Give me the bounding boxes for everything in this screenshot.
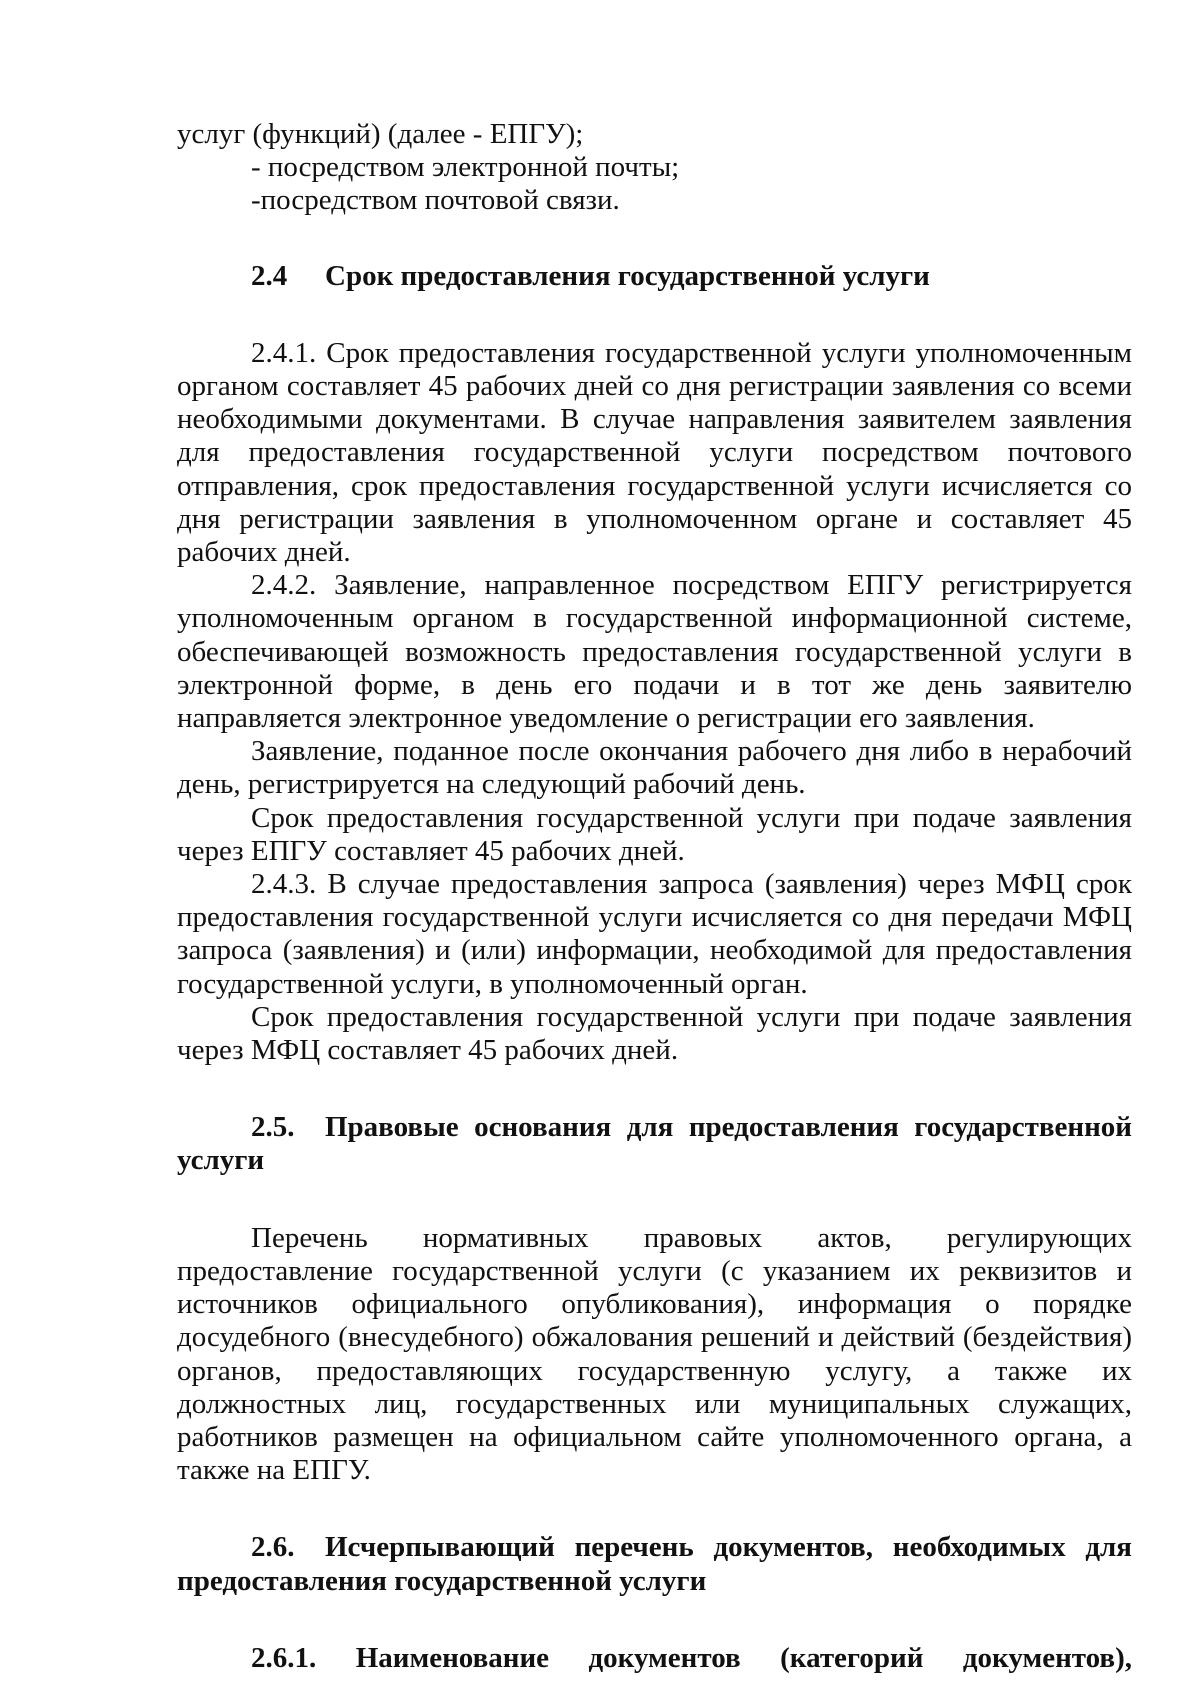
section-2-6-heading (177, 1531, 1132, 1597)
section-2-4-number: 2.4 (251, 259, 288, 292)
section-2-5-title: Правовые основания для предоставления государственной услуги (177, 1111, 1132, 1177)
intro-line-3: -посредством почтовой связи. (251, 184, 620, 217)
paragraph-2-4-1: 2.4.1. Срок предоставления государственной услуги уполномоченным органом составляет 45 рабочих дней со дня регистрации заявления со всеми необходимыми документами. В случае направления заявителем заявления для предоставления государственной услуги посредством почтового отправления, срок предоставления государственной услуги исчисляется со дня регистрации заявления в уполномоченном органе и составляет 45 рабочих дней. (177, 336, 1132, 569)
spacer (177, 293, 1132, 337)
spacer (177, 1598, 1132, 1642)
spacer (177, 218, 1132, 260)
paragraph-2-4-3-term: Срок предоставления государственной услуги при подаче заявления через МФЦ составляет 45 рабочих дней. (177, 1000, 1132, 1067)
spacer (177, 1178, 1132, 1222)
section-2-6-title: Исчерпывающий перечень документов, необходимых для предоставления государственной услуги (177, 1531, 1132, 1597)
document-page (177, 118, 1132, 1675)
paragraph-2-4-2: 2.4.2. Заявление, направленное посредством ЕПГУ регистрируется уполномоченным органом в государственной информационной системе, обеспечивающей возможность предоставления государственной услуги в электронной форме, в день его подачи и в тот же день заявителю направляется электронное уведомление о регистрации его заявления. (177, 569, 1132, 735)
section-2-5-number: 2.5. (251, 1111, 295, 1144)
spacer (177, 1487, 1132, 1531)
section-2-6-number: 2.6. (251, 1531, 295, 1564)
spacer (177, 1067, 1132, 1111)
section-2-6-1-heading: 2.6.1. Наименование документов (категорий документов), (251, 1641, 1132, 1674)
paragraph-2-4-3: 2.4.3. В случае предоставления запроса (заявления) через МФЦ срок предоставления государственной услуги исчисляется со дня передачи МФЦ запроса (заявления) и (или) информации, необходимой для предоставления государственной услуги, в уполномоченный орган. (177, 868, 1132, 1000)
paragraph-2-4-2-term: Срок предоставления государственной услуги при подаче заявления через ЕПГУ составляет 45 рабочих дней. (177, 801, 1132, 867)
intro-line-2: - посредством электронной почты; (251, 151, 680, 184)
section-2-4-title: Срок предоставления государственной услуги (325, 259, 930, 292)
paragraph-2-4-2-after-hours: Заявление, поданное после окончания рабочего дня либо в нерабочий день, регистрируется на следующий рабочий день. (177, 735, 1132, 801)
paragraph-2-5: Перечень нормативных правовых актов, регулирующих предоставление государственной услуги (с указанием их реквизитов и источников официального опубликования), информация о порядке досудебного (внесудебного) обжалования решений и действий (бездействия) органов, предоставляющих государственную услугу, а также их должностных лиц, государственных или муниципальных служащих, работников размещен на официальном сайте уполномоченного органа, а также на ЕПГУ. (177, 1221, 1132, 1487)
intro-line-1: услуг (функций) (далее - ЕПГУ); (177, 118, 584, 150)
section-2-4-heading (177, 260, 1132, 293)
section-2-5-heading (177, 1111, 1132, 1177)
